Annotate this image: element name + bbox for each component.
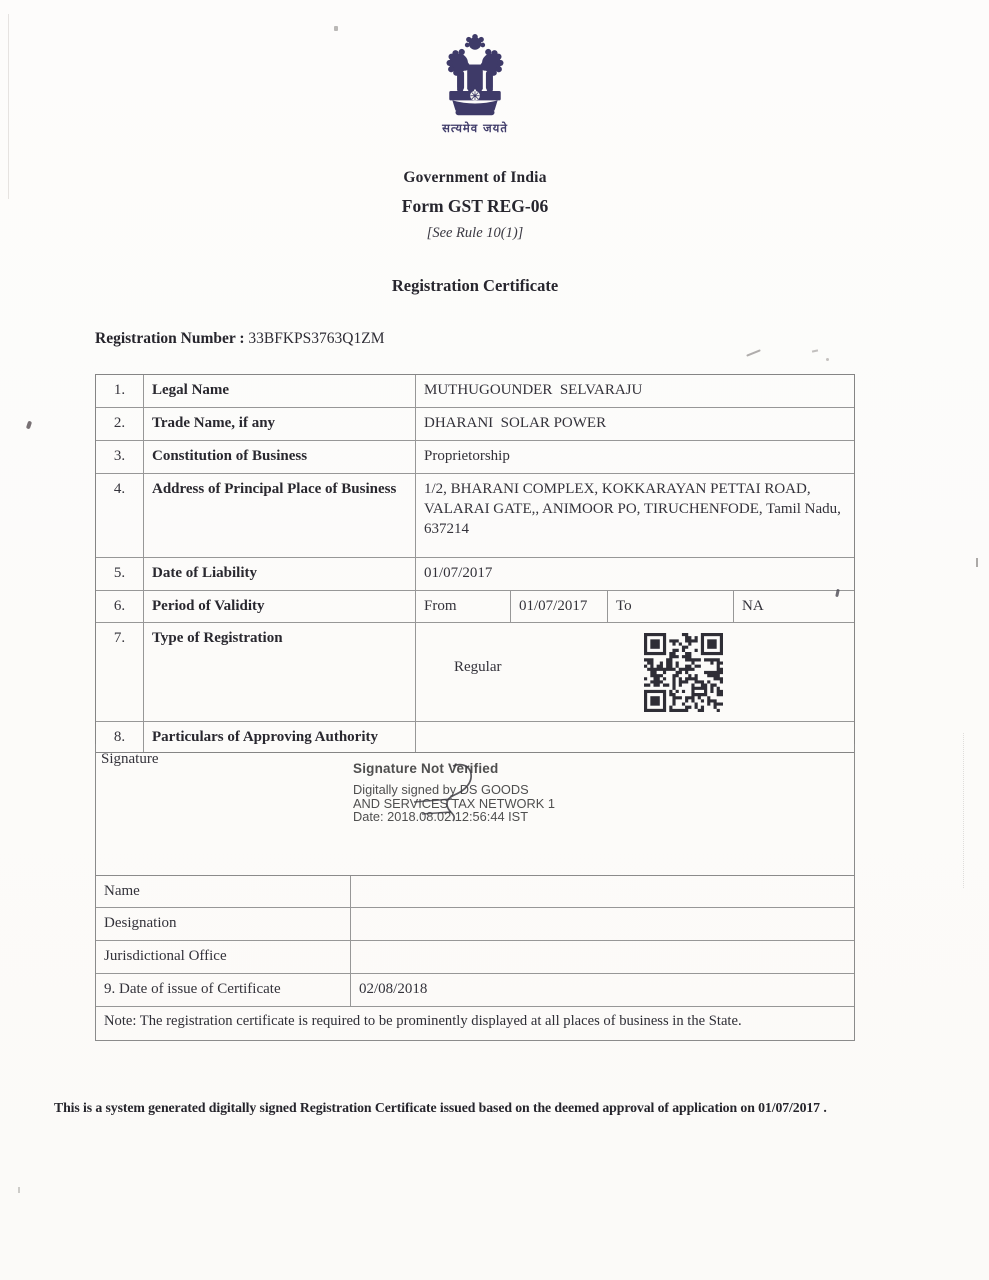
form-title: Form GST REG-06 — [401, 196, 549, 216]
row-label: Jurisdictional Office — [96, 941, 351, 973]
validity-from-value: 01/07/2017 — [511, 591, 608, 622]
row-value — [351, 908, 856, 940]
row-number: 4. — [96, 474, 144, 557]
row-number: 6. — [96, 591, 144, 622]
main-table — [95, 374, 855, 753]
authority-table — [95, 876, 855, 1041]
row-number: 1. — [96, 375, 144, 407]
government-title: Government of India — [403, 169, 547, 186]
table-row — [96, 408, 854, 441]
row-label: Legal Name — [144, 375, 416, 407]
qr-code-icon — [644, 627, 723, 718]
row-value: 02/08/2018 — [359, 981, 428, 997]
signature-label: Signature — [101, 751, 159, 767]
row-value — [416, 623, 856, 721]
table-row — [96, 474, 854, 558]
emblem-motto: सत्यमेव जयते — [442, 121, 508, 135]
stamp-date: Date: 2018.08.02 12:56:44 IST — [353, 809, 529, 825]
row-value — [351, 941, 856, 973]
rule-reference: [See Rule 10(1)] — [426, 225, 524, 241]
stamp-signer-line1: Digitally signed by DS GOODS — [353, 782, 529, 797]
row-number: 7. — [96, 623, 144, 721]
row-label: Constitution of Business — [144, 441, 416, 473]
scan-edge-line — [8, 14, 9, 199]
display-note: Note: The registration certificate is required to be prominently displayed at all places of business in the State. — [104, 1013, 742, 1029]
registration-type-value: Regular — [454, 659, 502, 675]
table-row — [96, 441, 854, 474]
scan-speck — [976, 558, 978, 567]
table-row — [96, 941, 854, 974]
stamp-signer-line2: AND SERVICES TAX NETWORK 1 — [353, 795, 555, 811]
table-row — [96, 623, 854, 722]
row-number: 3. — [96, 441, 144, 473]
scan-speck — [826, 358, 829, 361]
registration-number-line — [95, 330, 385, 348]
digital-signature-stamp — [353, 761, 555, 824]
row-value: Proprietorship — [424, 448, 510, 464]
row-value: DHARANI SOLAR POWER — [424, 415, 607, 431]
row-value: 01/07/2017 — [424, 565, 493, 581]
row-number: 8. — [96, 722, 144, 752]
table-row — [96, 974, 854, 1007]
validity-from-label: From — [416, 591, 511, 622]
row-label: 9. Date of issue of Certificate — [96, 974, 351, 1006]
row-label: Date of Liability — [144, 558, 416, 590]
scan-speck — [812, 349, 818, 352]
scan-speck — [334, 26, 338, 31]
chakra-wheel-icon — [470, 91, 480, 101]
validity-to-label: To — [608, 591, 734, 622]
certificate-title: Registration Certificate — [391, 276, 559, 295]
row-label: Particulars of Approving Authority — [144, 722, 416, 752]
row-label: Period of Validity — [144, 591, 416, 622]
system-generated-note: This is a system generated digitally signed Registration Certificate issued based on the deemed approval of application on 01/07/2017 . — [54, 1100, 827, 1115]
row-label: Trade Name, if any — [144, 408, 416, 440]
row-label: Name — [96, 876, 351, 907]
scan-speck — [18, 1187, 20, 1193]
row-label: Designation — [96, 908, 351, 940]
validity-to-value: NA — [742, 598, 764, 614]
row-value: MUTHUGOUNDER SELVARAJU — [424, 382, 643, 398]
signature-box — [95, 744, 855, 876]
registration-number-value: 33BFKPS3763Q1ZM — [248, 330, 385, 347]
validity-cells — [416, 591, 856, 622]
emblem-of-india-icon — [436, 33, 514, 121]
scan-speck — [746, 349, 761, 356]
row-value: 1/2, BHARANI COMPLEX, KOKKARAYAN PETTAI ROAD, VALARAI GATE,, ANIMOOR PO, TIRUCHENFODE, Tamil Nadu, 637214 — [424, 481, 845, 537]
scan-edge-line — [963, 733, 964, 888]
table-row — [96, 591, 854, 623]
stamp-status: Signature Not Verified — [353, 761, 499, 776]
row-number: 5. — [96, 558, 144, 590]
table-row — [96, 558, 854, 591]
table-row — [96, 908, 854, 941]
row-label: Address of Principal Place of Business — [144, 474, 416, 557]
row-label: Type of Registration — [144, 623, 416, 721]
table-row — [96, 876, 854, 908]
registration-number-label: Registration Number : — [95, 330, 245, 347]
row-number: 2. — [96, 408, 144, 440]
scan-speck — [26, 421, 32, 430]
row-value — [351, 876, 856, 907]
emblem-container — [95, 33, 855, 126]
table-row — [96, 375, 854, 408]
